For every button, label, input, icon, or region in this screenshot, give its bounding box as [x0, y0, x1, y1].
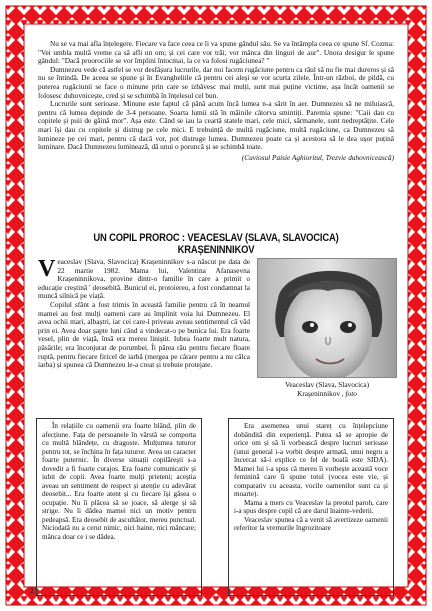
- intro-paragraph: Nu se va mai afla înțelegere. Fiecare va face ceea ce îi va spune gândul său. Se va întâmpla ceea ce spune Sf. Cozma: "Vei umbla multă vreme ca să afli un om; și cei care vor trăi, vor mânca din linguri de aur". Unora desigur le spune gândul: "Dacă proorociile se vor împlini întocmai, la ce va folosi rugăciunea? ": [38, 39, 394, 66]
- photo-caption-name: Krașeninnikov ,: [297, 388, 346, 398]
- bordered-text-box-left: [36, 418, 202, 596]
- page-number: 2: [30, 586, 34, 595]
- article-text-block: [38, 258, 250, 370]
- intro-text-block: [38, 40, 394, 162]
- article-title: UN COPIL PROROC : VEACESLAV (SLAVA, SLAVOCICA) KRAȘENINNIKOV: [93, 232, 339, 256]
- intro-paragraph: Dumnezeu vede că astfel se vor desfășura lucrurile, dar noi facem rugăciune pentru ca răul să nu fie mai dureros și să nu se întindă. De aceea se spune și în Evangheliile că pentru cei aleși se vor scurta zilele. Într-un război, de pildă, cu puterea rugăciunii se face o minune prin care se izbăvesc mai mulți, sunt mai puține victime, așa încât oamenii se folosesc duhovnicește, cred și se schimbă în înțelesul cel bun.: [38, 64, 394, 100]
- box-paragraph: Era asemenea unui stareț cu înțelepciune dobândită din experiență. Putea să se apropie de orice om și să îi vorbească despre lucruri serioase (unui general i-a vorbit despre armată, unui negru a încercat să-i explice ce fel de boală este SIDA). Mamei lui i-a spus că mereu îi vorbește această voce feminină care îi spune totul (vocea este vie, și comparativ cu aceasta, vocile oamenilor sunt ca și moarte).: [234, 422, 388, 498]
- article-paragraph: Copilul sfânt a fost trimis în această familie pentru că în neamul mamei au fost mulți oameni care au împlinit voia lui Dumnezeu. El avea ochii mari, albaștri, iar cei care-l priveau aveau sentimentul că văd prin ei. Avea doar șapte luni când a vindecat-o pe bunica lui. Era foarte vesel, plin de viață, însă era mereu liniștit. Iubea foarte mult natura, păsările; era înconjurat de porumbei. Îi părea rău pentru fiecare floare ruptă, pentru fiecare firicel de iarbă (mergea pe cărare pentru a nu călca iarba) și spunea că Dumnezeu le-a creat și trebuie protejate.: [38, 299, 250, 370]
- bordered-text-box-right: [228, 418, 394, 596]
- box-paragraph: Veaceslav spunea că a venit să avertizeze oamenii referitor la vremurile îngrozitoare: [234, 515, 388, 532]
- box-paragraph: În relațiile cu oamenii era foarte blând, plin de afecțiune. Fața de persoanele în vârstă se comporta cu multă blândețe, cu dragoste. Mulțumea tuturor pentru tot, se închina în fața tuturor. Avea un caracter foarte puternic. În diverse situații copilărești s-a dovedit a fi foarte curajos. Era foarte comunicativ și iubit de copii. Avea foarte mulți prieteni; aceștia aveau un sentiment de respect și atenție cu adevărat deosebit... Era foarte atent și cu fiecare își găsea o ocupație. Nu îi plăcea să se joace, să alerge și să strige. Nu îi dădea mamei nici un motiv pentru pedeapsă. Era deosebit de ascultător, mereu punctual. Niciodată nu a cerut nimic, nici haine, nici mâncare; mânca doar ce i se dădea.: [42, 422, 196, 541]
- photo-caption-credit: foto: [345, 388, 357, 398]
- article-paragraph-text: eaceslav (Slava, Slavocica) Krașeninnikov s-a născut pe data de 22 martie 1982. Mama lui, Valentina Afanasevna Krașeninnikova, provine dintr-o familie în care a primit o educație creștină ' deosebită. Bunicul ei, protoiereu, a fost condamnat la muncă silnică pe viață.: [38, 257, 250, 301]
- dropcap: V: [38, 256, 56, 282]
- photo-caption-line: Veaceslav (Slava, Slavocica): [284, 380, 370, 389]
- article-paragraph: [38, 258, 250, 301]
- quote-source: (Cuviosul Paisie Aghioritul, Trezvie duhovnicească): [241, 152, 394, 162]
- box-paragraph: Mama a mers cu Veaceslav la preotul paroh, care i-a spus despre copil că are darul înainte-vederii.: [234, 498, 388, 515]
- portrait-image: [258, 259, 397, 378]
- photo-caption: [257, 381, 397, 398]
- photo-caption-line: [257, 390, 397, 399]
- intro-paragraph: Lucrurile sunt serioase. Minune este faptul că până acum încă lumea n-a sărit în aer. Dumnezeu să ne miluiască, pentru că lumea depinde de 3-4 persoane. Soarta lumii stă în mâinile câtorva smintiți. Paremia spune: "Caii dau cu copitele și puii de găină mor". Așa este. Când se iau la ceartă statele mari, cele mici, sărmanele, sunt nedreptățite. Cele mari își dau cu copitele și distrug pe cele mici. E trebuință de multă rugăciune, multă rugăciune, ca Dumnezeu să lumineze pe cei mari, pentru că dacă vor, pot distruge lumea. Dumnezeu poate ca și acestora să le dea ușor puțină luminare. Dacă Dumnezeu luminează, dă unui o poruncă și se schimbă toate.: [38, 99, 394, 152]
- child-portrait-photo: [257, 258, 397, 378]
